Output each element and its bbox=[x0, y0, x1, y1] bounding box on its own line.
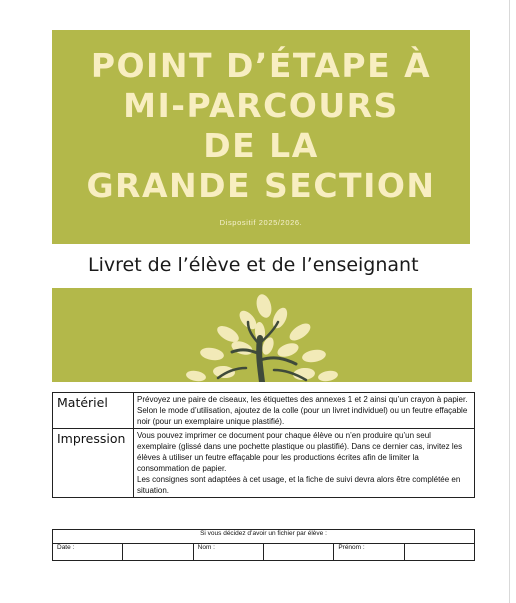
tree-illustration-icon bbox=[52, 288, 472, 382]
table-row bbox=[53, 393, 475, 429]
page-edge bbox=[509, 0, 510, 603]
cover-title-line: DE LA bbox=[203, 126, 319, 165]
date-field[interactable] bbox=[123, 544, 193, 561]
description-text: Prévoyez une paire de ciseaux, les étiquettes des annexes 1 et 2 ainsi qu’un crayon à papier. Selon le mode d’utilisation, ajoutez de la colle (pour un livret individuel) ou un feutre effaçable noir (pour un exemplaire unique plastifié). bbox=[137, 395, 468, 426]
cover-title-line: GRANDE SECTION bbox=[86, 166, 436, 205]
date-label: Date : bbox=[53, 544, 123, 561]
table-row bbox=[53, 544, 475, 561]
firstname-label: Prénom : bbox=[334, 544, 404, 561]
table-row bbox=[53, 530, 475, 544]
cover-subtitle: Dispositif 2025/2026. bbox=[219, 218, 303, 227]
description-text: Vous pouvez imprimer ce document pour chaque élève ou n’en produire qu’un seul exemplaire (glissé dans une pochette plastique ou plastifié). Dans ce dernier cas, invitez les élèves à utiliser un feutre effaçable pour les productions écrites afin de limiter la consommation de papier. bbox=[137, 431, 463, 473]
follow-up-note: Si vous décidez d’avoir un fichier par élève : bbox=[53, 530, 475, 544]
cover-title-line: POINT D’ÉTAPE À bbox=[90, 46, 432, 85]
description-text: Les consignes sont adaptées à cet usage, et la fiche de suivi devra alors être complétée en situation. bbox=[137, 475, 461, 495]
table-row bbox=[53, 429, 475, 498]
row-label-materiel: Matériel bbox=[53, 393, 134, 429]
row-description bbox=[134, 393, 475, 429]
cover-title bbox=[52, 46, 470, 206]
info-table bbox=[52, 392, 475, 498]
tree-banner bbox=[52, 288, 472, 382]
row-label-impression: Impression bbox=[53, 429, 134, 498]
row-description bbox=[134, 429, 475, 498]
firstname-field[interactable] bbox=[404, 544, 474, 561]
follow-up-table bbox=[52, 529, 475, 561]
cover-block bbox=[52, 30, 470, 244]
booklet-title: Livret de l’élève et de l’enseignant bbox=[88, 254, 419, 276]
cover-title-line: MI-PARCOURS bbox=[123, 86, 399, 125]
name-field[interactable] bbox=[263, 544, 333, 561]
name-label: Nom : bbox=[193, 544, 263, 561]
